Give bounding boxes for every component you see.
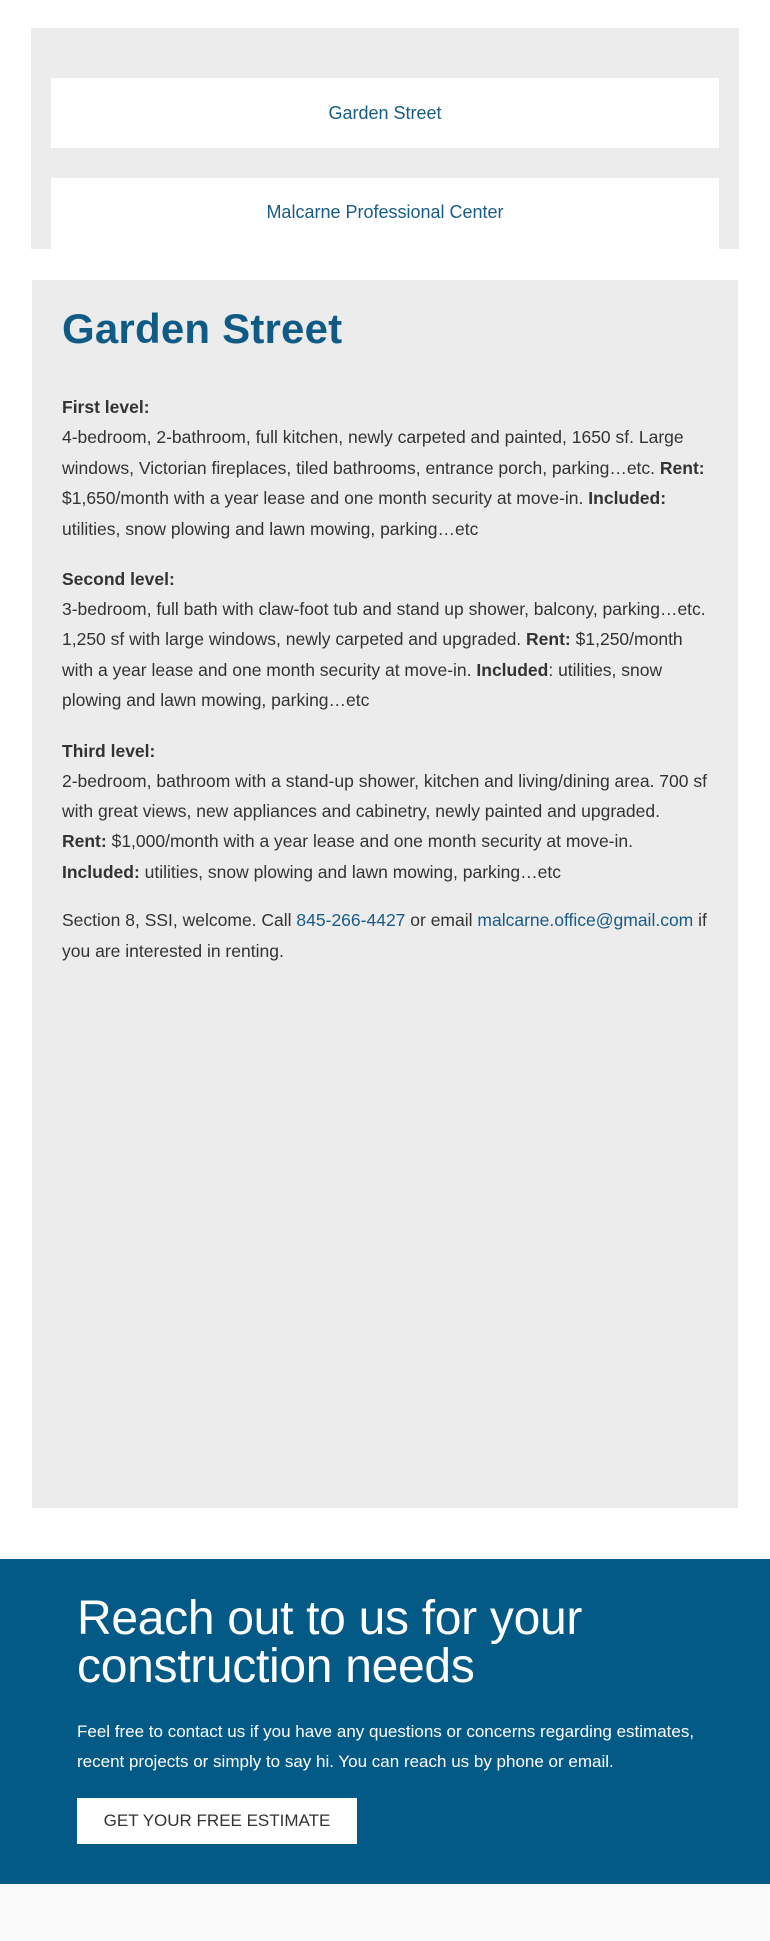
level-description <box>62 422 708 544</box>
included-label: Included: <box>588 488 667 509</box>
footer-strip <box>0 1884 770 1941</box>
rent-label: Rent: <box>526 629 571 650</box>
rent-label: Rent: <box>659 457 705 478</box>
tab-malcarne-professional-center[interactable]: Malcarne Professional Center <box>51 178 719 249</box>
page-title: Garden Street <box>62 305 343 352</box>
rent-value: $1,000/month with a year lease and one month security at move-in. <box>111 831 633 852</box>
included-label: Included: <box>62 861 140 882</box>
level-desc: 4-bedroom, 2-bathroom, full kitchen, newly carpeted and painted, 1650 sf. Large windows, Victorian fireplaces, tiled bathrooms, entrance porch, parking…etc. <box>62 427 684 478</box>
contact-middle: or email <box>410 910 473 931</box>
rent-label: Rent: <box>62 831 107 852</box>
contact-paragraph <box>62 905 708 966</box>
contact-prefix: Section 8, SSI, welcome. Call <box>62 910 292 931</box>
included-value: utilities, snow plowing and lawn mowing, parking…etc <box>144 861 561 882</box>
level-title: First level: <box>62 397 150 418</box>
rent-value: $1,650/month with a year lease and one month security at move-in. <box>62 488 584 509</box>
level-section-third <box>62 736 708 888</box>
level-title: Third level: <box>62 740 156 761</box>
level-description <box>62 594 708 716</box>
cta-banner <box>0 1559 770 1884</box>
email-link[interactable]: malcarne.office@gmail.com <box>477 910 694 931</box>
level-desc: 2-bedroom, bathroom with a stand-up shower, kitchen and living/dining area. 700 sf with great views, new appliances and cabinetry, newly painted and upgraded. <box>62 770 707 822</box>
included-value: : utilities, snow plowing and lawn mowing, parking…etc <box>62 659 663 711</box>
included-value: utilities, snow plowing and lawn mowing, parking…etc <box>62 518 479 539</box>
cta-title: Reach out to us for your construction needs <box>77 1592 583 1693</box>
level-section-first <box>62 392 708 544</box>
included-label: Included <box>476 659 549 680</box>
level-title: Second level: <box>62 569 175 590</box>
free-estimate-button[interactable]: GET YOUR FREE ESTIMATE <box>77 1798 357 1844</box>
tabs-panel <box>31 28 739 249</box>
contact-suffix: if you are interested in renting. <box>62 910 707 961</box>
level-section-second <box>62 564 708 716</box>
level-desc: 3-bedroom, full bath with claw-foot tub and stand up shower, balcony, parking…etc. 1,250 sf with large windows, newly carpeted and upgraded. <box>62 599 706 650</box>
cta-text: Feel free to contact us if you have any questions or concerns regarding estimates, recent projects or simply to say hi. You can reach us by phone or email. <box>77 1722 695 1771</box>
tab-garden-street[interactable]: Garden Street <box>51 78 719 148</box>
level-description <box>62 766 708 888</box>
content-panel <box>32 280 738 1508</box>
rent-value: $1,250/month with a year lease and one month security at move-in. <box>62 629 683 680</box>
phone-link[interactable]: 845-266-4427 <box>296 910 406 931</box>
